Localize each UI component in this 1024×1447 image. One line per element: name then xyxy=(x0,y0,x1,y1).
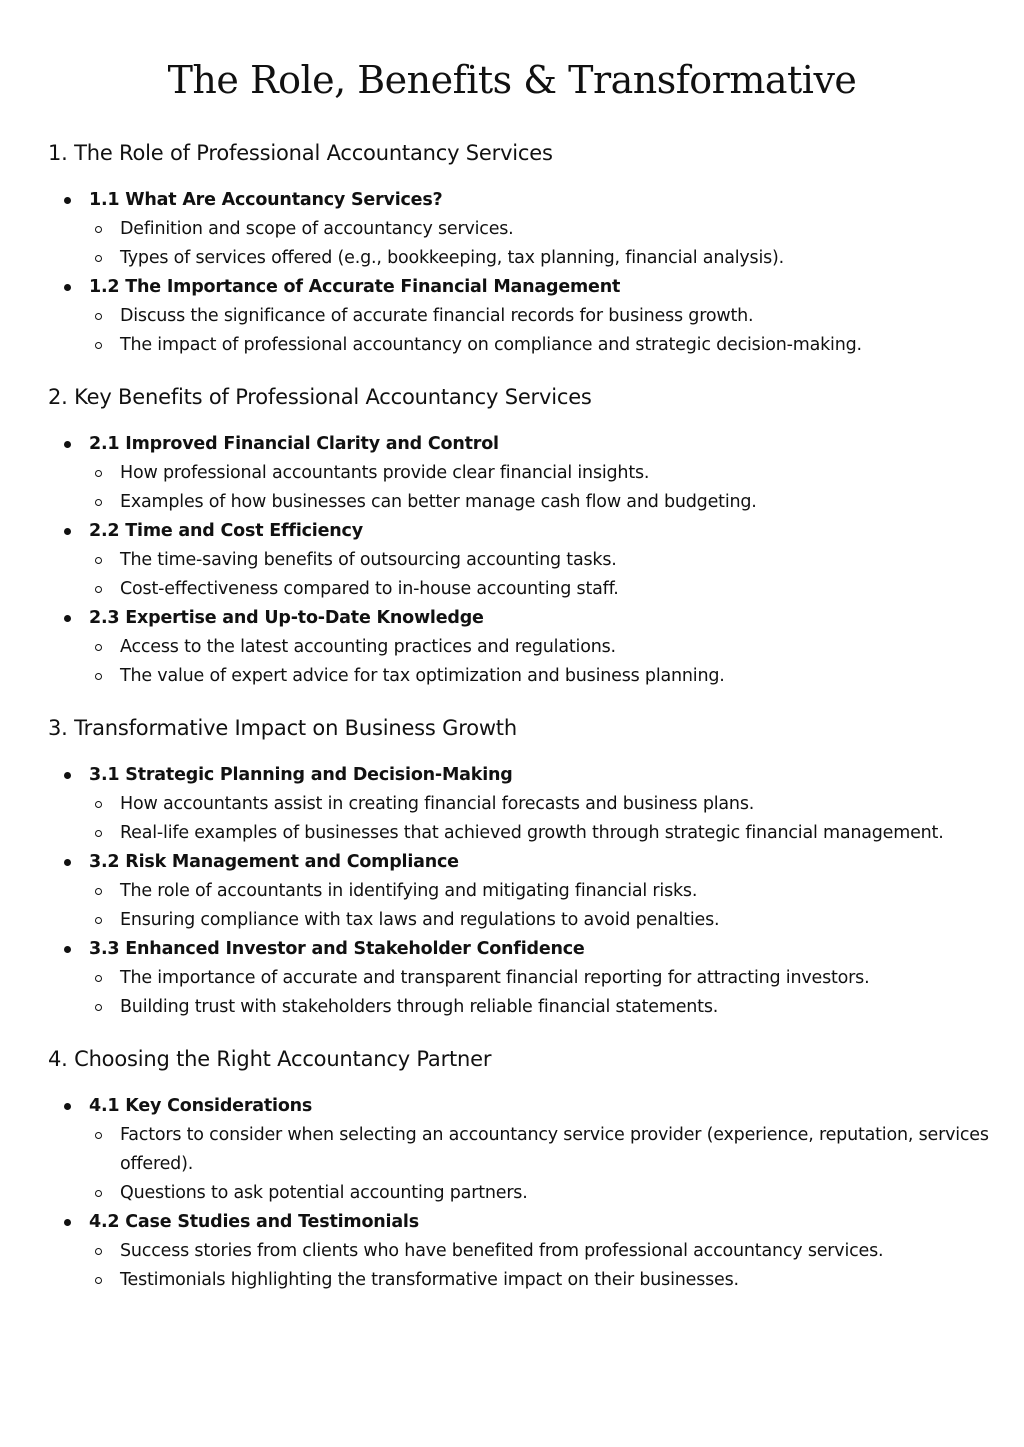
sub-point-text: The role of accountants in identifying and mitigating financial risks. xyxy=(120,881,698,901)
sub-point xyxy=(89,575,998,604)
sub-point xyxy=(89,244,998,273)
sub-point-text: Testimonials highlighting the transformative impact on their businesses. xyxy=(120,1270,739,1290)
sub-point xyxy=(89,790,998,819)
section-item-list xyxy=(48,1092,998,1295)
hollow-bullet-icon xyxy=(95,226,102,233)
sub-point-list xyxy=(89,1121,998,1208)
sub-point-list xyxy=(89,1237,998,1295)
hollow-bullet-icon xyxy=(95,1277,102,1284)
hollow-bullet-icon xyxy=(95,255,102,262)
hollow-bullet-icon xyxy=(95,557,102,564)
hollow-bullet-icon xyxy=(95,975,102,982)
sub-point xyxy=(89,488,998,517)
sub-point xyxy=(89,819,998,848)
sub-point-text: The time-saving benefits of outsourcing accounting tasks. xyxy=(120,550,617,570)
hollow-bullet-icon xyxy=(95,313,102,320)
outline-item xyxy=(48,1208,998,1295)
sub-point-text: Types of services offered (e.g., bookkeeping, tax planning, financial analysis). xyxy=(120,248,785,268)
item-title: 2.3 Expertise and Up-to-Date Knowledge xyxy=(89,608,484,628)
sub-point xyxy=(89,546,998,575)
section-impact xyxy=(48,713,998,1022)
sub-point xyxy=(89,662,998,691)
sub-point-list xyxy=(89,302,998,360)
bullet-icon xyxy=(64,441,71,448)
sub-point-text: Building trust with stakeholders through reliable financial statements. xyxy=(120,997,719,1017)
sub-point-text: Definition and scope of accountancy services. xyxy=(120,219,514,239)
section-role xyxy=(48,138,998,360)
outline-item xyxy=(48,273,998,360)
hollow-bullet-icon xyxy=(95,1004,102,1011)
sub-point xyxy=(89,1121,998,1179)
sub-point-text: The value of expert advice for tax optimization and business planning. xyxy=(120,666,725,686)
sub-point-text: The impact of professional accountancy on compliance and strategic decision-making. xyxy=(120,335,862,355)
outline-item xyxy=(48,604,998,691)
bullet-icon xyxy=(64,615,71,622)
sub-point xyxy=(89,906,998,935)
sub-point xyxy=(89,964,998,993)
sub-point xyxy=(89,302,998,331)
item-title: 4.2 Case Studies and Testimonials xyxy=(89,1212,419,1232)
item-title: 2.1 Improved Financial Clarity and Control xyxy=(89,434,499,454)
section-partner xyxy=(48,1044,998,1295)
section-heading: 1. The Role of Professional Accountancy Services xyxy=(48,141,553,165)
section-benefits xyxy=(48,382,998,691)
sub-point-text: Access to the latest accounting practices and regulations. xyxy=(120,637,616,657)
hollow-bullet-icon xyxy=(95,830,102,837)
sub-point xyxy=(89,331,998,360)
sub-point-text: Real-life examples of businesses that achieved growth through strategic financial management. xyxy=(120,823,944,843)
outline-item xyxy=(48,1092,998,1208)
section-item-list xyxy=(48,761,998,1022)
sub-point-text: Examples of how businesses can better manage cash flow and budgeting. xyxy=(120,492,757,512)
sub-point-text: Factors to consider when selecting an accountancy service provider (experience, reputation, services offered). xyxy=(120,1125,989,1174)
section-heading: 2. Key Benefits of Professional Accountancy Services xyxy=(48,385,592,409)
sub-point-text: Questions to ask potential accounting partners. xyxy=(120,1183,528,1203)
bullet-icon xyxy=(64,197,71,204)
section-heading: 3. Transformative Impact on Business Growth xyxy=(48,716,517,740)
item-title: 2.2 Time and Cost Efficiency xyxy=(89,521,363,541)
sub-point-text: How professional accountants provide clear financial insights. xyxy=(120,463,650,483)
item-title: 1.1 What Are Accountancy Services? xyxy=(89,190,443,210)
outline-item xyxy=(48,935,998,1022)
sub-point xyxy=(89,1266,998,1295)
item-title: 3.2 Risk Management and Compliance xyxy=(89,852,459,872)
sub-point xyxy=(89,993,998,1022)
document-body xyxy=(48,138,998,1317)
hollow-bullet-icon xyxy=(95,499,102,506)
hollow-bullet-icon xyxy=(95,888,102,895)
bullet-icon xyxy=(64,946,71,953)
sub-point-list xyxy=(89,459,998,517)
hollow-bullet-icon xyxy=(95,1132,102,1139)
sub-point xyxy=(89,633,998,662)
bullet-icon xyxy=(64,1103,71,1110)
sub-point-list xyxy=(89,633,998,691)
hollow-bullet-icon xyxy=(95,801,102,808)
item-title: 3.3 Enhanced Investor and Stakeholder Confidence xyxy=(89,939,585,959)
bullet-icon xyxy=(64,1219,71,1226)
sub-point xyxy=(89,1237,998,1266)
sub-point xyxy=(89,459,998,488)
sub-point xyxy=(89,877,998,906)
sub-point xyxy=(89,1179,998,1208)
section-heading: 4. Choosing the Right Accountancy Partner xyxy=(48,1047,492,1071)
item-title: 4.1 Key Considerations xyxy=(89,1096,313,1116)
hollow-bullet-icon xyxy=(95,586,102,593)
bullet-icon xyxy=(64,284,71,291)
item-title: 1.2 The Importance of Accurate Financial Management xyxy=(89,277,621,297)
section-item-list xyxy=(48,186,998,360)
bullet-icon xyxy=(64,772,71,779)
outline-item xyxy=(48,761,998,848)
item-title: 3.1 Strategic Planning and Decision-Making xyxy=(89,765,513,785)
outline-item xyxy=(48,186,998,273)
sub-point-list xyxy=(89,964,998,1022)
sub-point-list xyxy=(89,546,998,604)
sub-point-text: Ensuring compliance with tax laws and regulations to avoid penalties. xyxy=(120,910,720,930)
section-item-list xyxy=(48,430,998,691)
document-title: The Role, Benefits & Transformative xyxy=(167,58,857,102)
sub-point xyxy=(89,215,998,244)
sub-point-text: How accountants assist in creating financial forecasts and business plans. xyxy=(120,794,755,814)
sub-point-list xyxy=(89,877,998,935)
hollow-bullet-icon xyxy=(95,1248,102,1255)
sub-point-text: Cost-effectiveness compared to in-house accounting staff. xyxy=(120,579,619,599)
bullet-icon xyxy=(64,859,71,866)
hollow-bullet-icon xyxy=(95,673,102,680)
sub-point-list xyxy=(89,215,998,273)
hollow-bullet-icon xyxy=(95,644,102,651)
sub-point-list xyxy=(89,790,998,848)
sub-point-text: Success stories from clients who have benefited from professional accountancy services. xyxy=(120,1241,884,1261)
sub-point-text: The importance of accurate and transparent financial reporting for attracting investors. xyxy=(120,968,870,988)
outline-item xyxy=(48,848,998,935)
bullet-icon xyxy=(64,528,71,535)
hollow-bullet-icon xyxy=(95,917,102,924)
outline-item xyxy=(48,517,998,604)
outline-item xyxy=(48,430,998,517)
sub-point-text: Discuss the significance of accurate financial records for business growth. xyxy=(120,306,754,326)
hollow-bullet-icon xyxy=(95,1190,102,1197)
hollow-bullet-icon xyxy=(95,342,102,349)
hollow-bullet-icon xyxy=(95,470,102,477)
